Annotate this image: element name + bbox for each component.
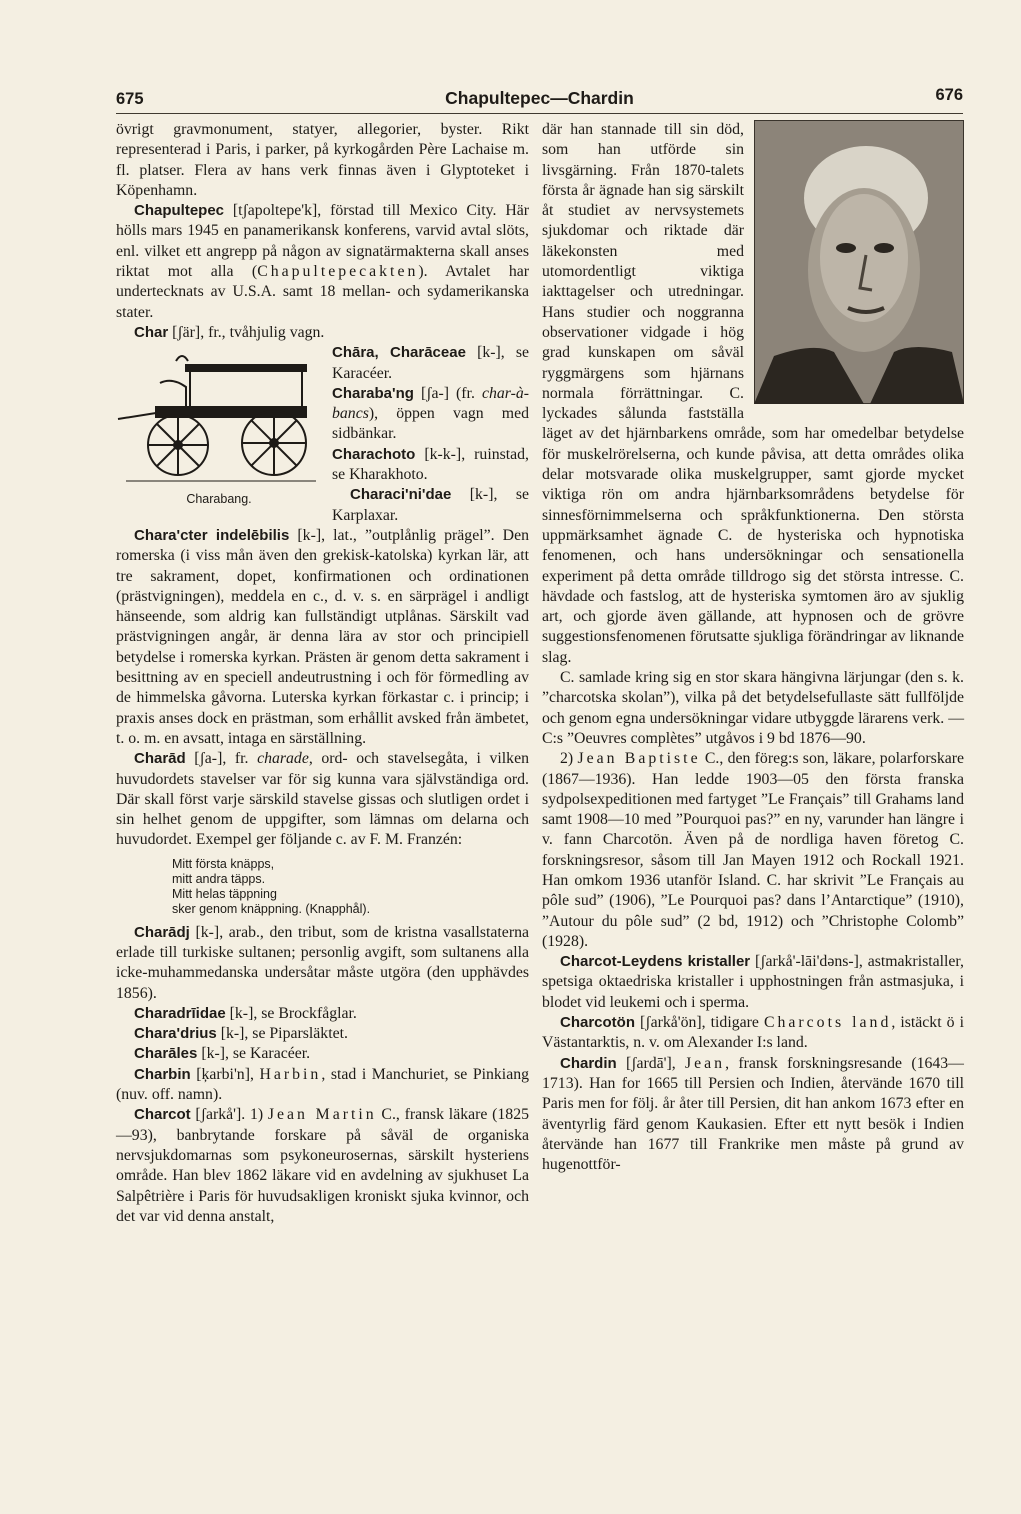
entry-text: där han stannade till sin död, som han utförde sin livsgärning. Från 1870-talets första år ägnade han sig särskilt åt studiet av nervsystemets sjukdomar och riktade där läkekonsten med utomordentligt viktiga iakttagelser och utredningar. Hans studier och noggranna observationer vidgade i hög grad kunskapen om såväl ryggmärgens som hjärnans normala förrättningar. C. lyckades sålunda fastställa läget av det hjärnbarkens område, som har omedelbar betydelse för muskelrörelserna, och kunde påvisa, att detta områdes olika delar motsvarade olika muskelgrupper, samt gjorde mycket viktiga rön om andra hjärnbarksområdens betydelse för sinnesförnimmelserna och språkfunktionerna. Den största uppmärksamhet ägnade C. de hysteriska och hypnotiska fenomenen, och hans undersökningar och sensationella experiment på detta område tilldrogo sig det största intresse. C. hävdade och fastslog, att de hysteriska symtomen äro av sjuklig art, och gjorde även gällande, att hypnosen och de grövre suggestionsfenomenen förutsatte sjukliga förändringar av liknande slag.	[542, 121, 964, 666]
charabang-figure	[116, 347, 322, 509]
poem-line: Mitt helas täppning	[172, 886, 277, 901]
entry-text: 2) Jean Baptiste C., den föreg:s son, läkare, polarforskare (1867—1936). Han ledde 1903—05 den första franska sydpolsexpeditionen med fartyget ”Le Français” till Grahams land samt 1908—10 med ”Pourquoi pas?” en ny, varunder han längre i v. fann Charcotön. Även på de nordliga haven företog C. forskningsresor, såsom till Jan Mayen 1912 och Rockall 1921. Han omkom 1936 utanför Island. C. har skrivit ”Le Français au pôle sud” (1906), ”Le Pourquoi pas? dans l’Antarctique” (1910), ”Autour du pôle sud” (2 bd, 1912) och ”Christophe Colomb” (1928).	[542, 750, 965, 950]
entry-character: Chara'cter indelēbilis [k-], lat., ”outplånlig prägel”. Den romerska (i viss mån även den grekisk-katolska) kyrkan lär, att tre sakrament, dopet, konfirmationen och ordinationen (prästvigningen), meddela en c., d. v. s. en särprägel i andligt hänseende, som aldrig kan fullständigt utplånas. Särskilt vad prästvigningen angår, är denna lära av stor och principiell betydelse i romerska kyrkan. Prästen är genom detta sakrament i besittning av en speciell andeutrustning i och för förmedling av de himmelska gåvorna. Luterska kyrkan förkastar c. i princip; i praxis anses dock en prästman, som erhållit avsked från ämbetet, t. o. m. en avsatt, intaga en särställning.	[116, 526, 529, 747]
column-right	[542, 120, 964, 1175]
charcot-portrait	[754, 120, 964, 404]
entry-charbin: Charbin [ķarbi'n], Harbin, stad i Manchuriet, se Pinkiang (nuv. off. namn).	[116, 1065, 530, 1104]
entry-charad: Charād [ʃa-], fr. charade, ord- och stavelsegåta, i vilken huvudordets stavelser var för sig kunna vara självständiga ord. Där skall först varje särskild stavelse gissas och slutligen ordet i sin helhet genom de uppgifter, som lämnas om delarna och huvudordet. Exempel ger följande c. av F. M. Franzén:	[116, 750, 529, 849]
charabang-illustration	[116, 347, 322, 489]
column-left	[116, 120, 529, 1227]
page-number-left: 675	[116, 90, 144, 108]
entry-chara: Chāra, Charāceae [k-], se Karacéer.	[332, 344, 529, 382]
entry-charcot-leyden: Charcot-Leydens kristaller [ʃarkå'-lāi'dəns-], astmakristaller, spetsiga oktaedriska kristaller i upphostningen från astmasjuka, i blodet vid leukemi och i sperma.	[542, 953, 964, 1011]
header-rule	[116, 113, 963, 114]
running-title: Chapultepec—Chardin	[445, 88, 634, 108]
poem-line: Mitt första knäpps,	[172, 856, 275, 871]
entry-charadj: Charādj [k-], arab., den tribut, som de kristna vasallstaterna erlade till turkiske sultanen; personlig avgift, som sultanens alla icke-muhammedanska undersåtar måste utgöra (den upphävdes 1856).	[116, 923, 529, 1002]
entry-charadrius: Chara'drius [k-], se Piparsläktet.	[134, 1025, 348, 1043]
entry-charabang: Charaba'ng [ʃa-] (fr. char-à-bancs), öppen vagn med sidbänkar.	[332, 384, 529, 443]
charcot-portrait-figure	[754, 120, 964, 404]
charade-poem	[172, 857, 529, 917]
page-header	[116, 86, 963, 112]
figure-caption: Charabang.	[186, 491, 252, 506]
entry-charachoto: Charachoto [k-k-], ruinstad, se Kharakhoto.	[332, 445, 529, 484]
entry-charales: Charāles [k-], se Karacéer.	[134, 1045, 311, 1063]
entry-text: övrigt gravmonument, statyer, allegorier, byster. Rikt representerad i Paris, i parker, på kyrkogården Père Lachaise m. fl. platser. Flera av hans verk finnas även i Glyptoteket i Köpenhamn.	[116, 121, 529, 199]
poem-line: sker genom knäppning. (Knapphål).	[172, 901, 371, 916]
page-number-right: 676	[935, 86, 963, 104]
entry-chapultepec: Chapultepec [tʃapoltepe'k], förstad till Mexico City. Här hölls mars 1945 en panamerikansk konferens, varvid avtal slöts, enl. vilket ett angrepp på någon av signatärmakterna skall anses riktat mot alla (Chapultepecakten). Avtalet har undertecknats av U.S.A. samt 18 mellan- och sydamerikanska stater.	[116, 202, 529, 321]
entry-char: Char [ʃär], fr., tvåhjulig vagn.	[134, 323, 325, 341]
entry-characinidae: Characi'ni'dae [k-], se Karplaxar.	[332, 486, 529, 524]
entry-text: C. samlade kring sig en stor skara hängivna lärjungar (den s. k. ”charcotska skolan”), vilka på det betydelsefullaste sätt fullföljde och genom egna undersökningar vidare utbyggde lärarens verk. — C:s ”Oeuvres complètes” utgåvos i 9 bd 1876—90.	[542, 669, 964, 747]
entry-chardin: Chardin [ʃardā'], Jean, fransk forskningsresande (1643—1713). Han for 1665 till Persien och Indien, återvände 1670 till Paris men for följ. år åter till Persien, dit han ankom 1673 efter en äventyrlig färd genom Kaukasien. Efter ett nytt besök i Indien återvände han 1677 till Frankrike men måste på grund av hugenottför-	[542, 1054, 964, 1174]
entry-charcoton: Charcotön [ʃarkå'ön], tidigare Charcots land, istäckt ö i Västantarktis, n. v. om Alexander I:s land.	[542, 1014, 964, 1052]
poem-line: mitt andra täpps.	[172, 871, 266, 886]
entry-charcot: Charcot [ʃarkå']. 1) Jean Martin C., fransk läkare (1825—93), banbrytande forskare på såväl de organiska nervsjukdomarnas som psykoneurosernas, särskilt hysteriens område. Han blev 1862 läkare vid en avdelning av sjukhuset La Salpêtrière i Paris för huvudsakligen kroniskt sjuka kvinnor, och det var vid denna anstalt,	[116, 1106, 529, 1225]
entry-charadriidae: Charadrīidae [k-], se Brockfåglar.	[134, 1004, 357, 1022]
